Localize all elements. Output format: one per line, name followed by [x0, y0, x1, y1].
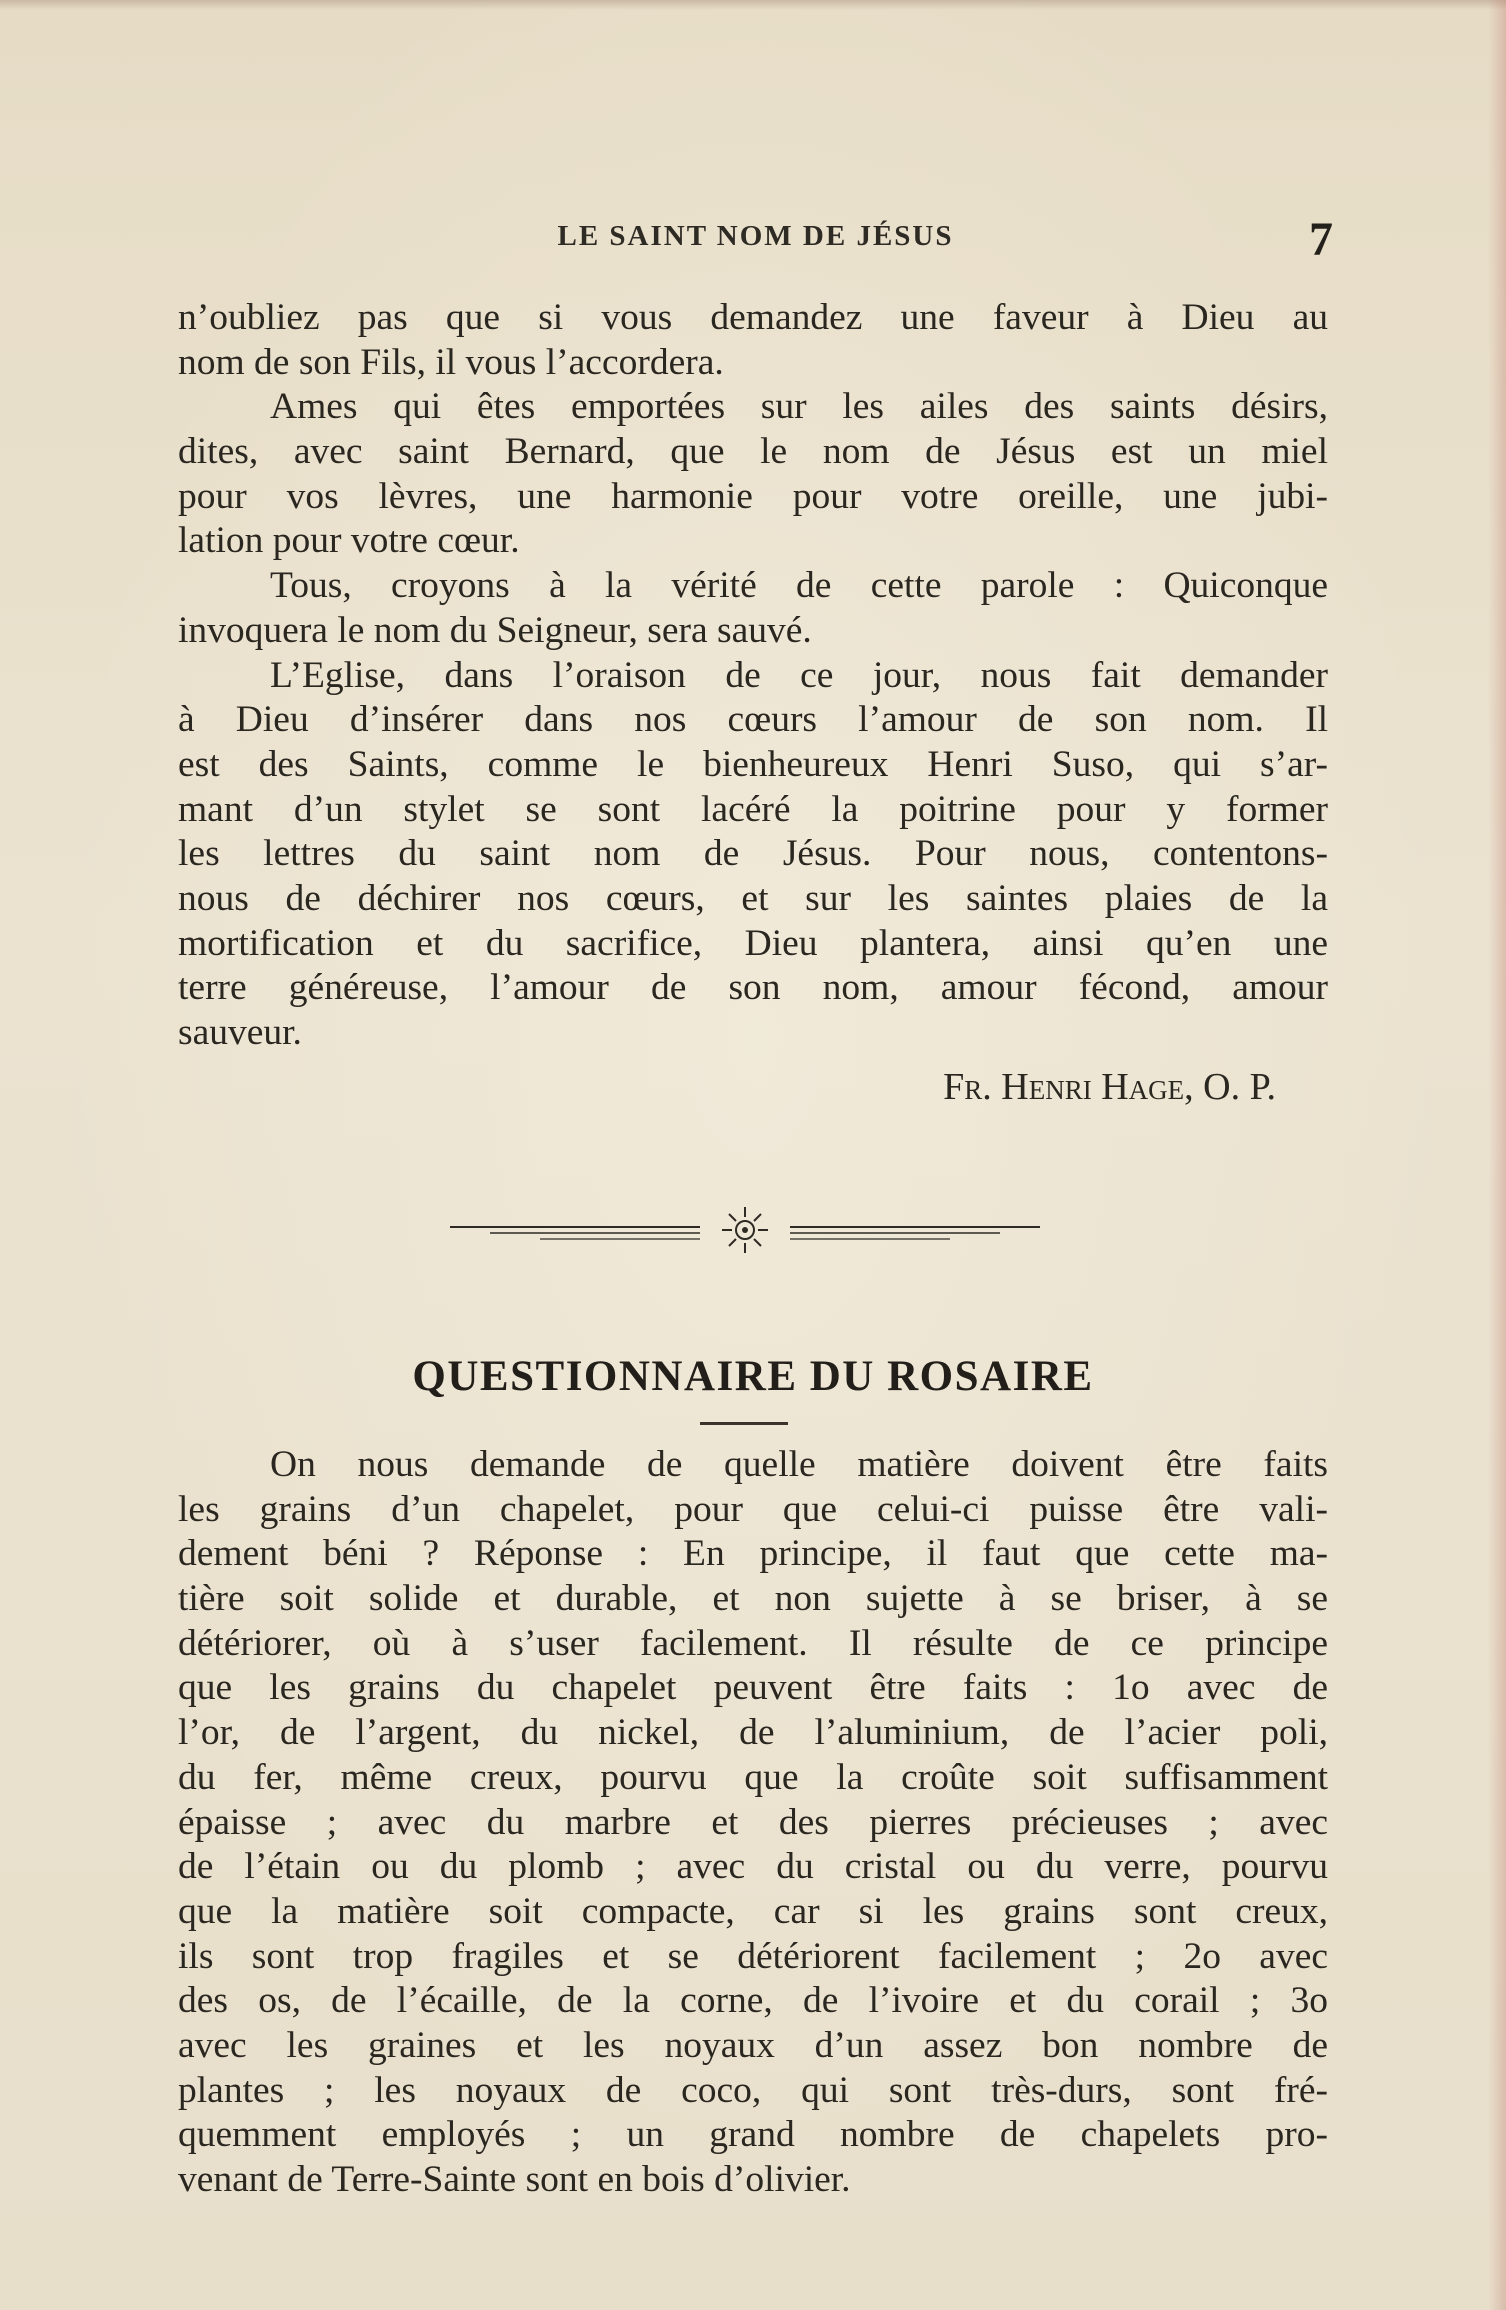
text-line: mant d’un stylet se sont lacéré la poitrine pour y former [178, 788, 1328, 830]
text-line: quemment employés ; un grand nombre de chapelets pro- [178, 2114, 1328, 2156]
sun-ornament-icon [450, 1203, 1040, 1257]
page-top-edge [0, 0, 1506, 10]
questionnaire-body [178, 1443, 1328, 2203]
text-line: mortification et du sacrifice, Dieu plantera, ainsi qu’en une [178, 922, 1328, 964]
text-line: n’oubliez pas que si vous demandez une faveur à Dieu au [178, 297, 1328, 338]
text-line: invoquera le nom du Seigneur, sera sauvé. [178, 609, 812, 651]
text-line: venant de Terre-Sainte sont en bois d’olivier. [178, 2159, 851, 2200]
article-body [178, 296, 1328, 1056]
text-line: L’Eglise, dans l’oraison de ce jour, nous fait demander [270, 654, 1328, 696]
text-line: On nous demande de quelle matière doivent être faits [270, 1444, 1328, 1485]
author-signature: Fr. Henri Hage, O. P. [943, 1066, 1276, 1108]
text-line: sauveur. [178, 1012, 302, 1053]
text-line: de l’étain ou du plomb ; avec du cristal ou du verre, pourvu [178, 1846, 1328, 1888]
text-line: que la matière soit compacte, car si les grains sont creux, [178, 1890, 1328, 1932]
text-line: que les grains du chapelet peuvent être faits : 1o avec de [178, 1667, 1328, 1709]
page-right-edge [1488, 0, 1506, 2310]
text-line: l’or, de l’argent, du nickel, de l’aluminium, de l’acier poli, [178, 1712, 1328, 1754]
text-line: nom de son Fils, il vous l’accordera. [178, 341, 724, 383]
text-line: du fer, même creux, pourvu que la croûte soit suffisamment [178, 1756, 1328, 1798]
text-line: Ames qui êtes emportées sur les ailes des saints désirs, [270, 386, 1328, 428]
text-line: lation pour votre cœur. [178, 520, 520, 562]
page-number: 7 [1309, 213, 1333, 266]
text-line: détériorer, où à s’user facilement. Il résulte de ce principe [178, 1622, 1328, 1664]
text-line: terre généreuse, l’amour de son nom, amour fécond, amour [178, 967, 1328, 1009]
section-title: QUESTIONNAIRE DU ROSAIRE [412, 1353, 1094, 1400]
text-line: est des Saints, comme le bienheureux Henri Suso, qui s’ar- [178, 743, 1328, 785]
text-line: avec les graines et les noyaux d’un assez bon nombre de [178, 2024, 1328, 2066]
text-line: dites, avec saint Bernard, que le nom de Jésus est un miel [178, 431, 1328, 473]
running-title: LE SAINT NOM DE JÉSUS [557, 220, 954, 252]
text-line: pour vos lèvres, une harmonie pour votre oreille, une jubi- [178, 475, 1328, 517]
text-line: nous de déchirer nos cœurs, et sur les saintes plaies de la [178, 877, 1328, 919]
text-line: ils sont trop fragiles et se détériorent facilement ; 2o avec [178, 1935, 1328, 1977]
title-rule [700, 1422, 788, 1425]
text-line: les grains d’un chapelet, pour que celui-ci puisse être vali- [178, 1488, 1328, 1530]
running-header [178, 212, 1333, 266]
text-line: à Dieu d’insérer dans nos cœurs l’amour de son nom. Il [178, 699, 1328, 741]
text-line: Tous, croyons à la vérité de cette parole : Quiconque [270, 565, 1328, 607]
text-line: dement béni ? Réponse : En principe, il faut que cette ma- [178, 1533, 1328, 1575]
text-line: épaisse ; avec du marbre et des pierres précieuses ; avec [178, 1801, 1328, 1843]
text-line: des os, de l’écaille, de la corne, de l’ivoire et du corail ; 3o [178, 1980, 1328, 2022]
text-line: les lettres du saint nom de Jésus. Pour nous, contentons- [178, 833, 1328, 875]
text-line: plantes ; les noyaux de coco, qui sont très-durs, sont fré- [178, 2069, 1328, 2111]
text-line: tière soit solide et durable, et non sujette à se briser, à se [178, 1578, 1328, 1620]
